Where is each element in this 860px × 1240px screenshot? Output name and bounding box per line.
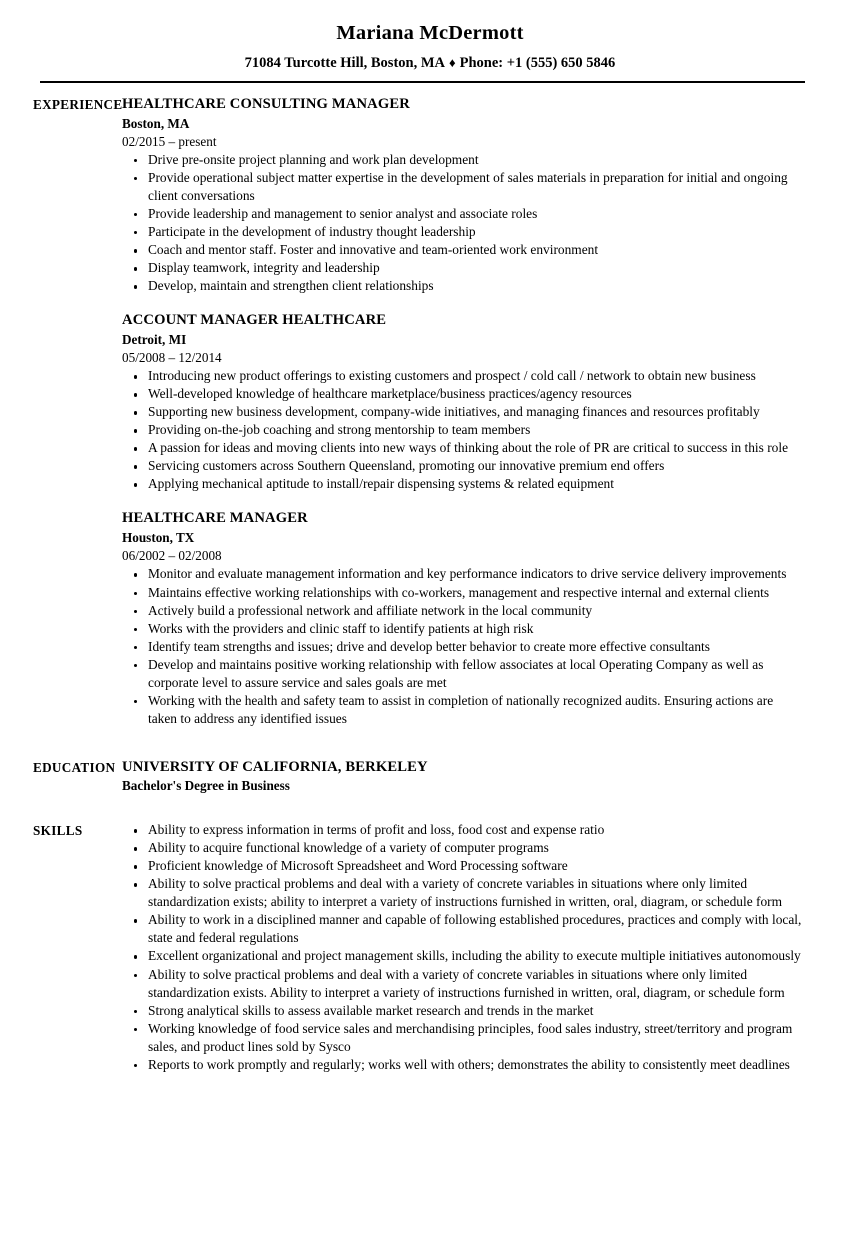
section-label-skills: SKILLS (33, 823, 83, 839)
education-body (122, 758, 860, 796)
skills-bullet-list (122, 821, 805, 1073)
job-bullet: Servicing customers across Southern Queensland, promoting our innovative premium end offers (122, 457, 805, 475)
skill-bullet: Ability to work in a disciplined manner and capable of following established procedures, practices and comply with local, state and federal regulations (122, 911, 805, 947)
job-bullet: Participate in the development of industry thought leadership (122, 223, 805, 241)
job-bullet: Coach and mentor staff. Foster and innovative and team-oriented work environment (122, 241, 805, 259)
job-entry (122, 311, 805, 493)
diamond-separator-icon: ♦ (449, 54, 456, 70)
job-bullet-list (122, 367, 805, 493)
job-entry (122, 509, 805, 727)
section-label-education: EDUCATION (33, 759, 116, 775)
resume-content (0, 83, 860, 1074)
job-bullet: Maintains effective working relationships with co-workers, management and respective internal and external clients (122, 584, 805, 602)
job-bullet: Provide operational subject matter expertise in the development of sales materials in preparation for initial and ongoing client conversations (122, 169, 805, 205)
skills-body (122, 821, 860, 1073)
education-degree: Bachelor's Degree in Business (122, 778, 290, 794)
contact-phone: Phone: +1 (555) 650 5846 (459, 54, 616, 71)
skill-bullet: Ability to acquire functional knowledge of a variety of computer programs (122, 839, 805, 857)
job-bullet: Display teamwork, integrity and leadership (122, 259, 805, 277)
skill-bullet: Ability to solve practical problems and deal with a variety of concrete variables in situations where only limited standardization exists; ability to interpret a variety of instructions furnished in written, oral, diagram, or schedule form (122, 875, 805, 911)
skill-bullet: Ability to express information in terms of profit and loss, food cost and expense ratio (122, 821, 805, 839)
job-bullet: Well-developed knowledge of healthcare marketplace/business practices/agency resources (122, 385, 805, 403)
job-bullet: Identify team strengths and issues; drive and develop better behavior to create more effective consultants (122, 638, 805, 656)
skill-bullet: Ability to solve practical problems and deal with a variety of concrete variables in situations where only limited standardization exists. Ability to interpret a variety of instructions furnished in written, oral, diagram, or schedule form (122, 966, 805, 1002)
job-location: Boston, MA (122, 115, 190, 131)
contact-line (0, 55, 860, 72)
job-title: HEALTHCARE MANAGER (122, 510, 308, 527)
candidate-name: Mariana McDermott (336, 22, 524, 44)
job-title: HEALTHCARE CONSULTING MANAGER (122, 95, 410, 112)
experience-body (122, 95, 860, 728)
job-bullet-list (122, 151, 805, 295)
job-bullet-list (122, 565, 805, 727)
job-dates: 06/2002 – 02/2008 (122, 548, 222, 564)
skill-bullet: Proficient knowledge of Microsoft Spreadsheet and Word Processing software (122, 857, 805, 875)
job-bullet: Works with the providers and clinic staff to identify patients at high risk (122, 620, 805, 638)
job-dates: 02/2015 – present (122, 133, 217, 149)
job-bullet: Develop and maintains positive working relationship with fellow associates at local Operating Company as well as corporate level to assure service and sales goals are met (122, 656, 805, 692)
job-bullet: A passion for ideas and moving clients into new ways of thinking about the role of PR are critical to success in this role (122, 439, 805, 457)
skill-bullet: Reports to work promptly and regularly; works well with others; demonstrates the ability to consistently meet deadlines (122, 1056, 805, 1074)
job-bullet: Actively build a professional network and affiliate network in the local community (122, 602, 805, 620)
job-location: Houston, TX (122, 530, 195, 546)
job-bullet: Develop, maintain and strengthen client relationships (122, 277, 805, 295)
section-education (0, 758, 860, 796)
skill-bullet: Strong analytical skills to assess available market research and trends in the market (122, 1002, 805, 1020)
education-school: UNIVERSITY OF CALIFORNIA, BERKELEY (122, 758, 428, 775)
section-skills (0, 821, 860, 1073)
skill-bullet: Excellent organizational and project management skills, including the ability to execute multiple initiatives autonomously (122, 947, 805, 965)
job-bullet: Monitor and evaluate management information and key performance indicators to drive service delivery improvements (122, 565, 805, 583)
resume-header (0, 0, 860, 83)
job-title: ACCOUNT MANAGER HEALTHCARE (122, 312, 387, 329)
section-experience (0, 95, 860, 728)
job-bullet: Applying mechanical aptitude to install/repair dispensing systems & related equipment (122, 475, 805, 493)
job-entry (122, 95, 805, 295)
skill-bullet: Working knowledge of food service sales and merchandising principles, food sales industry, street/territory and program sales, and product lines sold by Sysco (122, 1020, 805, 1056)
job-bullet: Providing on-the-job coaching and strong mentorship to team members (122, 421, 805, 439)
job-bullet: Drive pre-onsite project planning and work plan development (122, 151, 805, 169)
job-bullet: Introducing new product offerings to existing customers and prospect / cold call / network to obtain new business (122, 367, 805, 385)
section-label-experience: EXPERIENCE (33, 96, 123, 112)
job-bullet: Supporting new business development, company-wide initiatives, and managing finances and resources profitably (122, 403, 805, 421)
job-dates: 05/2008 – 12/2014 (122, 350, 222, 366)
contact-address: 71084 Turcotte Hill, Boston, MA (244, 54, 445, 71)
job-bullet: Provide leadership and management to senior analyst and associate roles (122, 205, 805, 223)
job-location: Detroit, MI (122, 332, 187, 348)
job-bullet: Working with the health and safety team to assist in completion of nationally recognized audits. Ensuring actions are taken to address any identified issues (122, 692, 805, 728)
